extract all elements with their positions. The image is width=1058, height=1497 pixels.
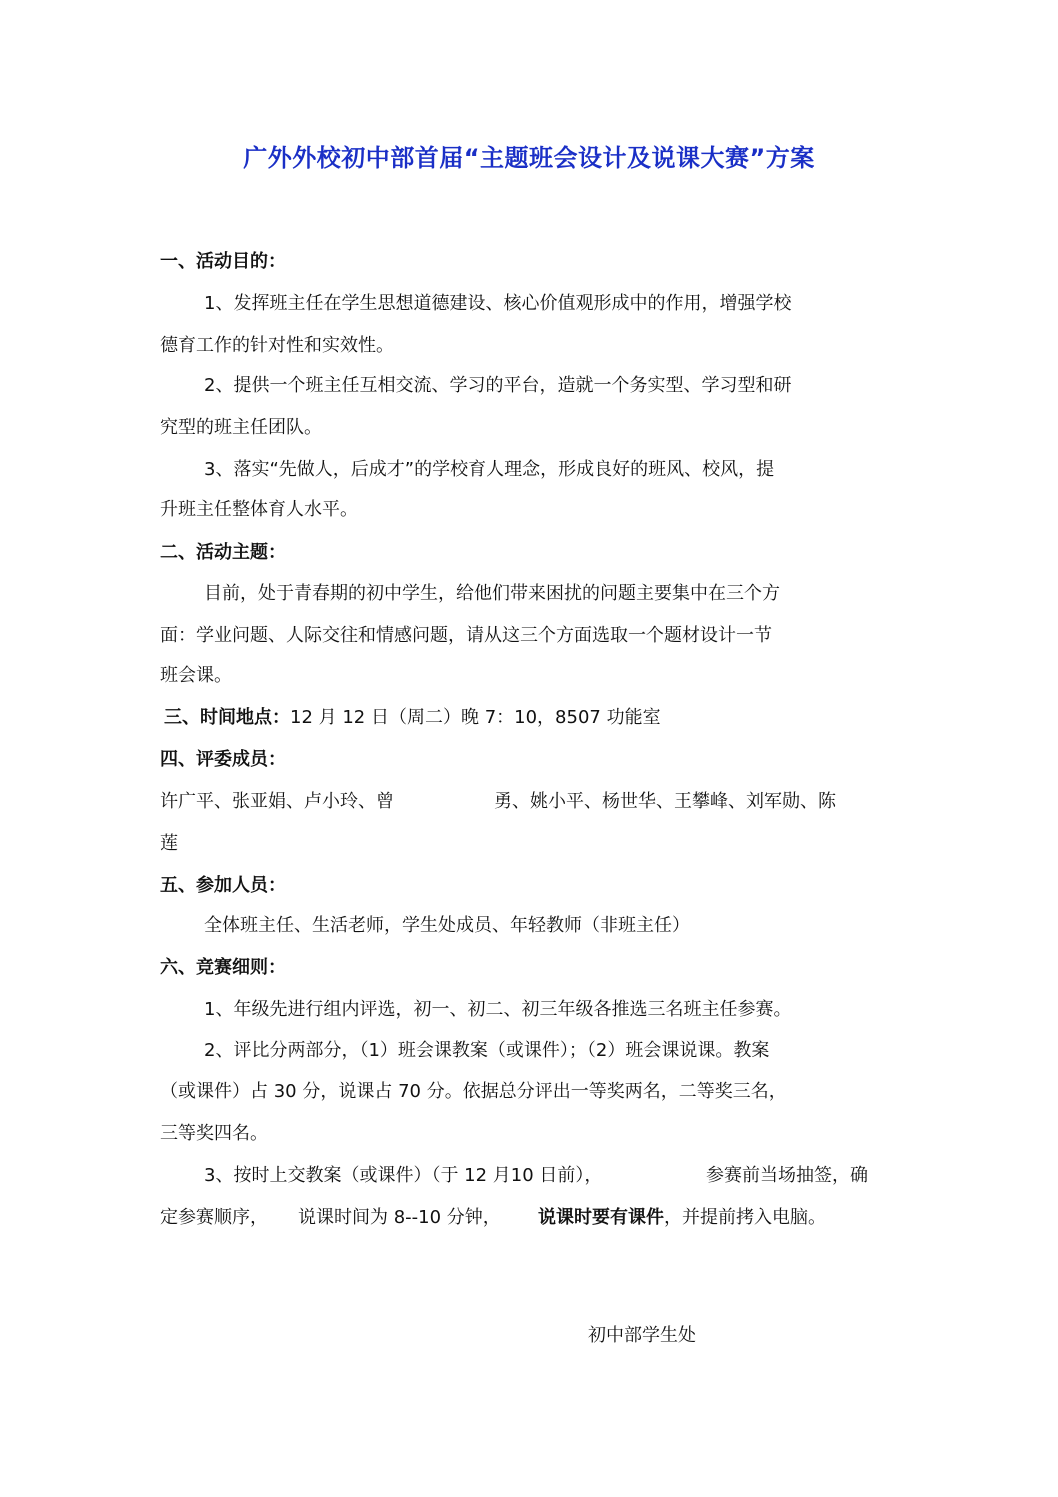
judges-line-1b: 勇、姚小平、杨世华、王攀峰、刘军勋、陈 — [494, 791, 836, 812]
goal-item-2-line-2: 究型的班主任团队。 — [160, 417, 322, 438]
rules-courseware-emphasis: 说课时要有课件 — [538, 1207, 664, 1228]
rules-item-3-line-1a: 3、按时上交教案（或课件）（于 12 月10 日前）， — [204, 1165, 603, 1186]
rules-item-1: 1、年级先进行组内评选，初一、初二、初三年级各推选三名班主任参赛。 — [204, 999, 792, 1020]
time-place-line — [164, 706, 661, 730]
time-place-value: 12 月 12 日（周二）晚 7：10，8507 功能室 — [290, 707, 661, 728]
rules-item-2-line-1: 2、评比分两部分，（1）班会课教案（或课件）；（2）班会课说课。教案 — [204, 1040, 770, 1061]
document-title: 广外外校初中部首届“主题班会设计及说课大赛”方案 — [243, 144, 815, 172]
theme-line-1: 目前，处于青春期的初中学生，给他们带来困扰的问题主要集中在三个方 — [204, 583, 780, 604]
section-heading-time-place: 三、时间地点： — [164, 707, 290, 728]
rules-item-2-line-3: 三等奖四名。 — [160, 1123, 268, 1144]
rules-item-2-line-2: （或课件）占 30 分，说课占 70 分。依据总分评出一等奖两名，二等奖三名， — [160, 1081, 787, 1102]
theme-line-3: 班会课。 — [160, 665, 232, 686]
goal-item-2-line-1: 2、提供一个班主任互相交流、学习的平台，造就一个务实型、学习型和研 — [204, 375, 792, 396]
section-heading-rules: 六、竞赛细则： — [160, 957, 286, 978]
section-heading-judges: 四、评委成员： — [160, 749, 286, 770]
judges-line-2: 莲 — [160, 833, 178, 854]
section-heading-theme: 二、活动主题： — [160, 542, 286, 563]
judges-line-1a: 许广平、张亚娟、卢小玲、曾 — [160, 791, 394, 812]
participants-value: 全体班主任、生活老师，学生处成员、年轻教师（非班主任） — [204, 915, 690, 936]
rules-item-3-line-2d: ，并提前拷入电脑。 — [664, 1207, 826, 1228]
section-heading-participants: 五、参加人员： — [160, 875, 286, 896]
goal-item-1-line-1: 1、发挥班主任在学生思想道德建设、核心价值观形成中的作用，增强学校 — [204, 293, 792, 314]
rules-item-3-line-2a: 定参赛顺序， — [160, 1207, 268, 1228]
rules-item-3-line-2b: 说课时间为 8--10 分钟， — [298, 1207, 501, 1228]
signature: 初中部学生处 — [588, 1325, 696, 1346]
section-heading-goal: 一、活动目的： — [160, 251, 286, 272]
theme-line-2: 面：学业问题、人际交往和情感问题，请从这三个方面选取一个题材设计一节 — [160, 625, 772, 646]
rules-item-3-line-1b: 参赛前当场抽签，确 — [706, 1165, 868, 1186]
rules-item-3-line-2-emphasis — [538, 1206, 826, 1230]
goal-item-3-line-1: 3、落实“先做人，后成才”的学校育人理念，形成良好的班风、校风，提 — [204, 459, 775, 480]
goal-item-3-line-2: 升班主任整体育人水平。 — [160, 499, 358, 520]
goal-item-1-line-2: 德育工作的针对性和实效性。 — [160, 335, 394, 356]
